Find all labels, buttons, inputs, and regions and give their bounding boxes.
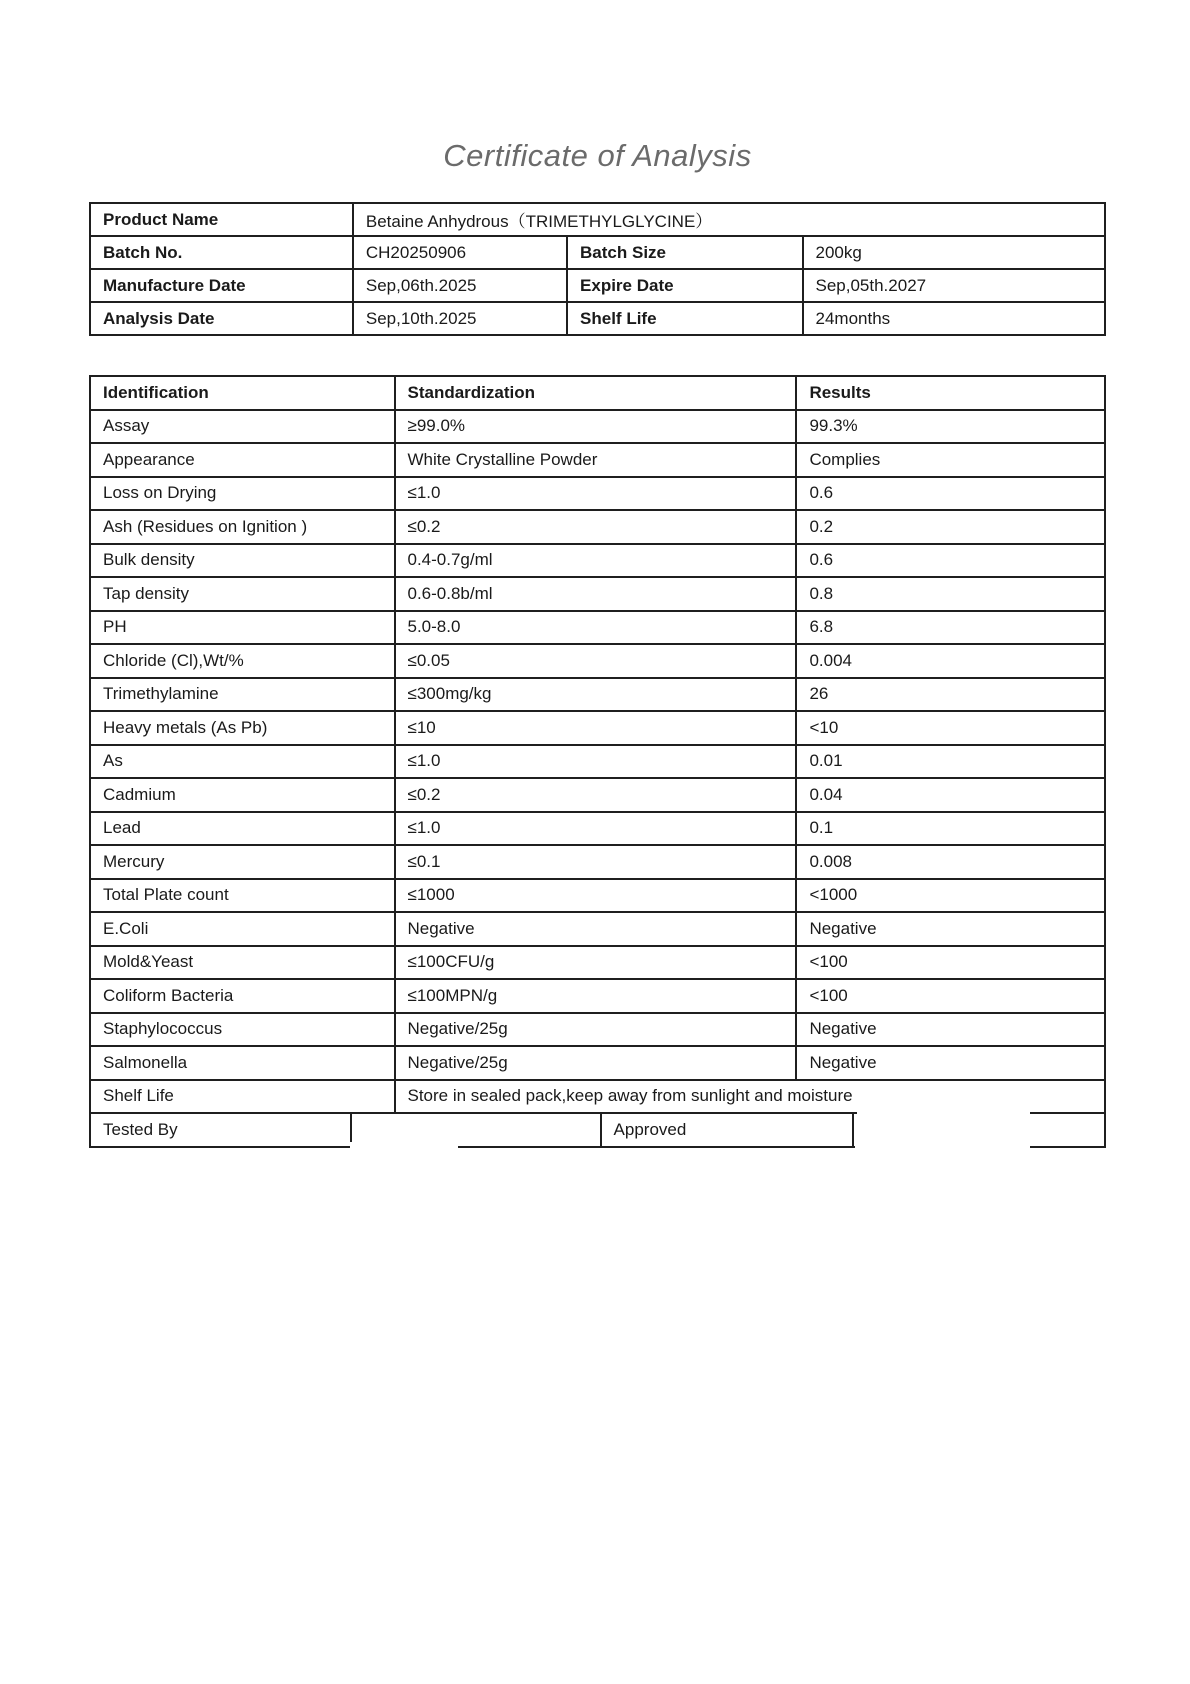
results-cell: 0.6 [796, 544, 1105, 578]
results-cell: 0.01 [796, 745, 1105, 779]
spec-row-lead [90, 812, 1105, 846]
standardization-cell: ≤100CFU/g [395, 946, 797, 980]
results-cell: <100 [796, 946, 1105, 980]
spec-row-chloride [90, 644, 1105, 678]
standardization-cell: ≤0.05 [395, 644, 797, 678]
manufacture-date-value: Sep,06th.2025 [353, 269, 567, 302]
standardization-cell: ≤300mg/kg [395, 678, 797, 712]
identification-cell: Staphylococcus [90, 1013, 395, 1047]
results-cell: 0.04 [796, 778, 1105, 812]
batch-row [90, 236, 1105, 269]
identification-cell: Bulk density [90, 544, 395, 578]
spec-row-cadmium [90, 778, 1105, 812]
standardization-cell: ≥99.0% [395, 410, 797, 444]
spec-row-appearance [90, 443, 1105, 477]
standardization-cell: ≤100MPN/g [395, 979, 797, 1013]
spec-row-shelf-life [90, 1080, 1105, 1114]
standardization-cell: ≤1.0 [395, 812, 797, 846]
identification-cell: E.Coli [90, 912, 395, 946]
tested-by-label: Tested By [90, 1113, 351, 1147]
expire-date-label: Expire Date [567, 269, 802, 302]
results-cell: 0.2 [796, 510, 1105, 544]
manufacture-date-label: Manufacture Date [90, 269, 353, 302]
border-gap-artifact [855, 1142, 1030, 1149]
identification-cell: Assay [90, 410, 395, 444]
results-cell: Negative [796, 1046, 1105, 1080]
spec-row-staphylococcus [90, 1013, 1105, 1047]
shelf-life-label: Shelf Life [567, 302, 802, 335]
identification-header: Identification [90, 376, 395, 410]
standardization-cell: 0.6-0.8b/ml [395, 577, 797, 611]
results-header: Results [796, 376, 1105, 410]
spec-row-bulk-density [90, 544, 1105, 578]
standardization-cell: ≤1.0 [395, 477, 797, 511]
spec-row-mercury [90, 845, 1105, 879]
identification-cell: Salmonella [90, 1046, 395, 1080]
product-name-row [90, 203, 1105, 236]
identification-cell: Trimethylamine [90, 678, 395, 712]
results-cell: Negative [796, 912, 1105, 946]
results-cell: 26 [796, 678, 1105, 712]
standardization-cell: Negative/25g [395, 1046, 797, 1080]
identification-cell: Lead [90, 812, 395, 846]
results-cell: 99.3% [796, 410, 1105, 444]
spec-row-tap-density [90, 577, 1105, 611]
approved-label: Approved [601, 1113, 854, 1147]
batch-size-value: 200kg [803, 236, 1106, 269]
specification-section [89, 375, 1106, 1148]
results-cell: 0.008 [796, 845, 1105, 879]
identification-cell: Mercury [90, 845, 395, 879]
standardization-cell: ≤0.2 [395, 778, 797, 812]
spec-row-coliform [90, 979, 1105, 1013]
specification-table [89, 375, 1106, 1114]
spec-row-total-plate-count [90, 879, 1105, 913]
spec-row-loss-on-drying [90, 477, 1105, 511]
identification-cell: Heavy metals (As Pb) [90, 711, 395, 745]
results-cell: <100 [796, 979, 1105, 1013]
identification-cell: Chloride (Cl),Wt/% [90, 644, 395, 678]
standardization-header: Standardization [395, 376, 797, 410]
spec-row-as [90, 745, 1105, 779]
identification-cell: Loss on Drying [90, 477, 395, 511]
standardization-cell: 5.0-8.0 [395, 611, 797, 645]
results-cell: <10 [796, 711, 1105, 745]
spec-header-row [90, 376, 1105, 410]
analysis-date-label: Analysis Date [90, 302, 353, 335]
standardization-cell: ≤10 [395, 711, 797, 745]
identification-cell: Mold&Yeast [90, 946, 395, 980]
standardization-cell: Negative [395, 912, 797, 946]
spec-row-mold-yeast [90, 946, 1105, 980]
results-cell: 0.6 [796, 477, 1105, 511]
identification-cell: As [90, 745, 395, 779]
identification-cell: Total Plate count [90, 879, 395, 913]
border-gap-artifact [350, 1142, 458, 1149]
results-cell: Complies [796, 443, 1105, 477]
spec-row-ecoli [90, 912, 1105, 946]
identification-cell: PH [90, 611, 395, 645]
shelf-life-value: 24months [803, 302, 1106, 335]
spec-row-salmonella [90, 1046, 1105, 1080]
results-cell: 0.004 [796, 644, 1105, 678]
identification-cell: Cadmium [90, 778, 395, 812]
results-cell: 0.8 [796, 577, 1105, 611]
standardization-cell: ≤0.1 [395, 845, 797, 879]
product-name-value: Betaine Anhydrous（TRIMETHYLGLYCINE） [353, 203, 1105, 236]
results-cell: 6.8 [796, 611, 1105, 645]
standardization-cell: 0.4-0.7g/ml [395, 544, 797, 578]
shelf-life-row-value: Store in sealed pack,keep away from sunlight and moisture [395, 1080, 1106, 1114]
standardization-cell: ≤1000 [395, 879, 797, 913]
results-cell: 0.1 [796, 812, 1105, 846]
batch-size-label: Batch Size [567, 236, 802, 269]
standardization-cell: ≤1.0 [395, 745, 797, 779]
standardization-cell: White Crystalline Powder [395, 443, 797, 477]
page-title: Certificate of Analysis [443, 138, 752, 173]
shelf-life-row-label: Shelf Life [90, 1080, 395, 1114]
identification-cell: Ash (Residues on Ignition ) [90, 510, 395, 544]
spec-row-heavy-metals [90, 711, 1105, 745]
standardization-cell: Negative/25g [395, 1013, 797, 1047]
spec-row-trimethylamine [90, 678, 1105, 712]
product-name-label: Product Name [90, 203, 353, 236]
identification-cell: Appearance [90, 443, 395, 477]
dates-row [90, 269, 1105, 302]
spec-row-ph [90, 611, 1105, 645]
spec-row-assay [90, 410, 1105, 444]
results-cell: Negative [796, 1013, 1105, 1047]
standardization-cell: ≤0.2 [395, 510, 797, 544]
batch-no-label: Batch No. [90, 236, 353, 269]
analysis-date-value: Sep,10th.2025 [353, 302, 567, 335]
batch-no-value: CH20250906 [353, 236, 567, 269]
identification-cell: Coliform Bacteria [90, 979, 395, 1013]
results-cell: <1000 [796, 879, 1105, 913]
identification-cell: Tap density [90, 577, 395, 611]
spec-row-ash [90, 510, 1105, 544]
analysis-row [90, 302, 1105, 335]
product-info-table [89, 202, 1106, 336]
expire-date-value: Sep,05th.2027 [803, 269, 1106, 302]
border-gap-artifact [857, 1110, 1030, 1115]
